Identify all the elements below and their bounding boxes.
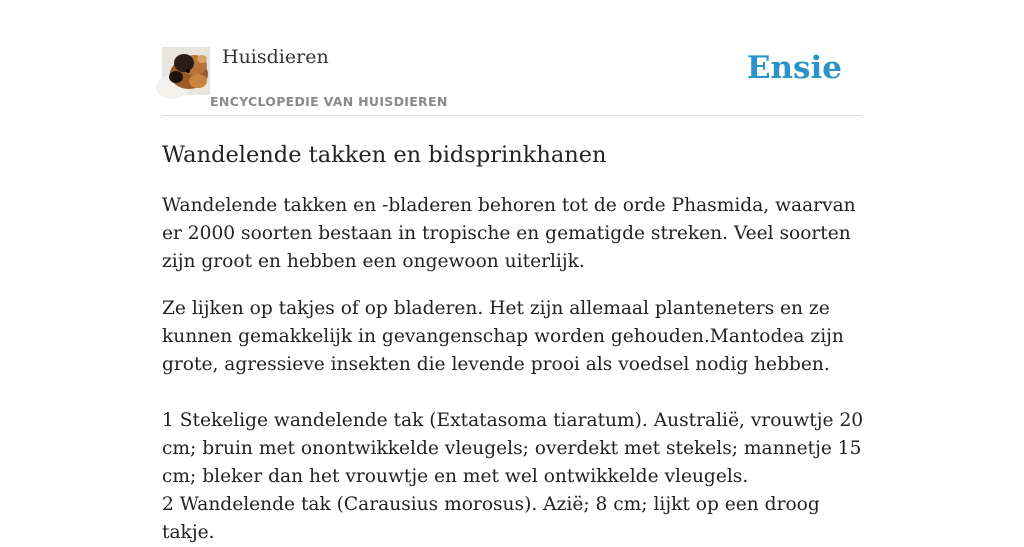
site-name[interactable]: Huisdieren — [222, 46, 329, 68]
article-paragraph: Ze lijken op takjes of op bladeren. Het zijn allemaal planteneters en ze kunnen gemakkelijk in gevangenschap worden gehouden.Mantodea zijn grote, agressieve insekten die levende prooi als voedsel nodig hebben. 1 Stekelige wandelende tak (Extatasoma tiaratum). Australië, vrouwtje 20 cm; bruin met onontwikkelde vleugels; overdekt met stekels; mannetje 15 cm; bleker dan het vrouwtje en met wel ontwikkelde vleugels. 2 Wandelende tak (Carausius morosus). Azië; 8 cm; lijkt op een droog takje. — [162, 298, 864, 543]
article-title: Wandelende takken en bidsprinkhanen — [162, 142, 607, 168]
brand-logo[interactable]: Ensie — [746, 50, 842, 86]
site-tagline: ENCYCLOPEDIE VAN HUISDIEREN — [210, 94, 448, 109]
article — [162, 138, 864, 547]
article-paragraph: Wandelende takken en -bladeren behoren tot de orde Phasmida, waarvan er 2000 soorten bestaan in tropische en gematigde streken. Veel soorten zijn groot en hebben een ongewoon uiterlijk. — [162, 195, 856, 272]
dog-avatar-icon[interactable] — [162, 47, 210, 95]
site-header — [162, 44, 862, 116]
